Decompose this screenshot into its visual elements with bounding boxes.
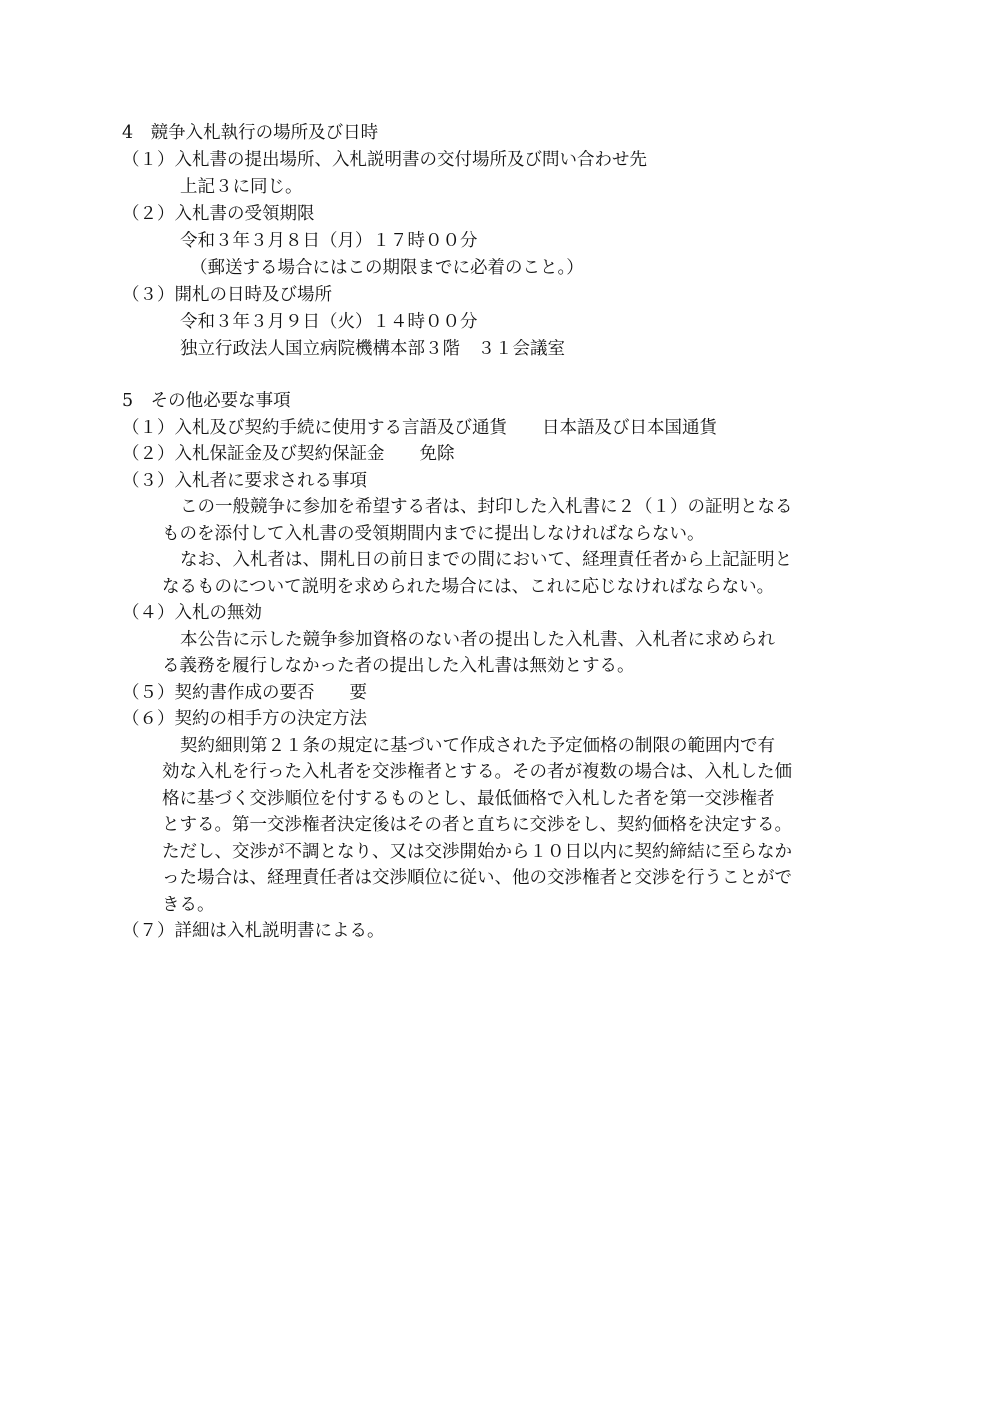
section-4-item-3-datetime: 令和３年３月９日（火）１４時００分 — [180, 312, 478, 332]
section-5-item-4-line: 本公告に示した競争参加資格のない者の提出した入札書、入札者に求められ — [180, 630, 775, 650]
section-4-item-1-text: 上記３に同じ。 — [180, 177, 303, 197]
section-5-item-4-line: る義務を履行しなかった者の提出した入札書は無効とする。 — [162, 656, 635, 676]
section-4-item-1-label: （１）入札書の提出場所、入札説明書の交付場所及び問い合わせ先 — [122, 150, 647, 170]
section-4-item-2-note: （郵送する場合にはこの期限までに必着のこと。） — [190, 258, 584, 278]
section-4-heading: 4 競争入札執行の場所及び日時 — [122, 123, 379, 143]
section-5-item-6-line: 格に基づく交渉順位を付するものとし、最低価格で入札した者を第一交渉権者 — [162, 789, 775, 809]
section-5-item-1: （１）入札及び契約手続に使用する言語及び通貨 日本語及び日本国通貨 — [122, 418, 717, 438]
section-5-item-3-line: なお、入札者は、開札日の前日までの間において、経理責任者から上記証明と — [180, 550, 793, 570]
section-5-item-6-line: った場合は、経理責任者は交渉順位に従い、他の交渉権者と交渉を行うことがで — [162, 868, 792, 888]
section-5-item-3-line: なるものについて説明を求められた場合には、これに応じなければならない。 — [162, 577, 775, 597]
section-5-item-2: （２）入札保証金及び契約保証金 免除 — [122, 444, 455, 464]
section-5-item-5: （５）契約書作成の要否 要 — [122, 683, 367, 703]
section-5-item-6-line: きる。 — [162, 895, 215, 915]
section-5-item-6-line: 効な入札を行った入札者を交渉権者とする。その者が複数の場合は、入札した価 — [162, 762, 792, 782]
section-5-item-3-line: ものを添付して入札書の受領期間内までに提出しなければならない。 — [162, 524, 705, 544]
section-5-heading: 5 その他必要な事項 — [122, 391, 291, 411]
section-5-item-7: （７）詳細は入札説明書による。 — [122, 921, 385, 941]
section-5-item-6-label: （６）契約の相手方の決定方法 — [122, 709, 367, 729]
section-5-item-3-line: この一般競争に参加を希望する者は、封印した入札書に２（１）の証明となる — [180, 497, 793, 517]
section-5-item-3-label: （３）入札者に要求される事項 — [122, 471, 367, 491]
section-5-item-6-line: ただし、交渉が不調となり、又は交渉開始から１０日以内に契約締結に至らなか — [162, 842, 792, 862]
section-4-item-2-label: （２）入札書の受領期限 — [122, 204, 315, 224]
section-4-item-3-place: 独立行政法人国立病院機構本部３階 ３１会議室 — [180, 339, 565, 359]
section-5-item-4-label: （４）入札の無効 — [122, 603, 262, 623]
section-5-item-6-line: 契約細則第２１条の規定に基づいて作成された予定価格の制限の範囲内で有 — [180, 736, 775, 756]
section-5-item-6-line: とする。第一交渉権者決定後はその者と直ちに交渉をし、契約価格を決定する。 — [162, 815, 792, 835]
section-4-item-2-datetime: 令和３年３月８日（月）１７時００分 — [180, 231, 478, 251]
section-4-item-3-label: （３）開札の日時及び場所 — [122, 285, 332, 305]
